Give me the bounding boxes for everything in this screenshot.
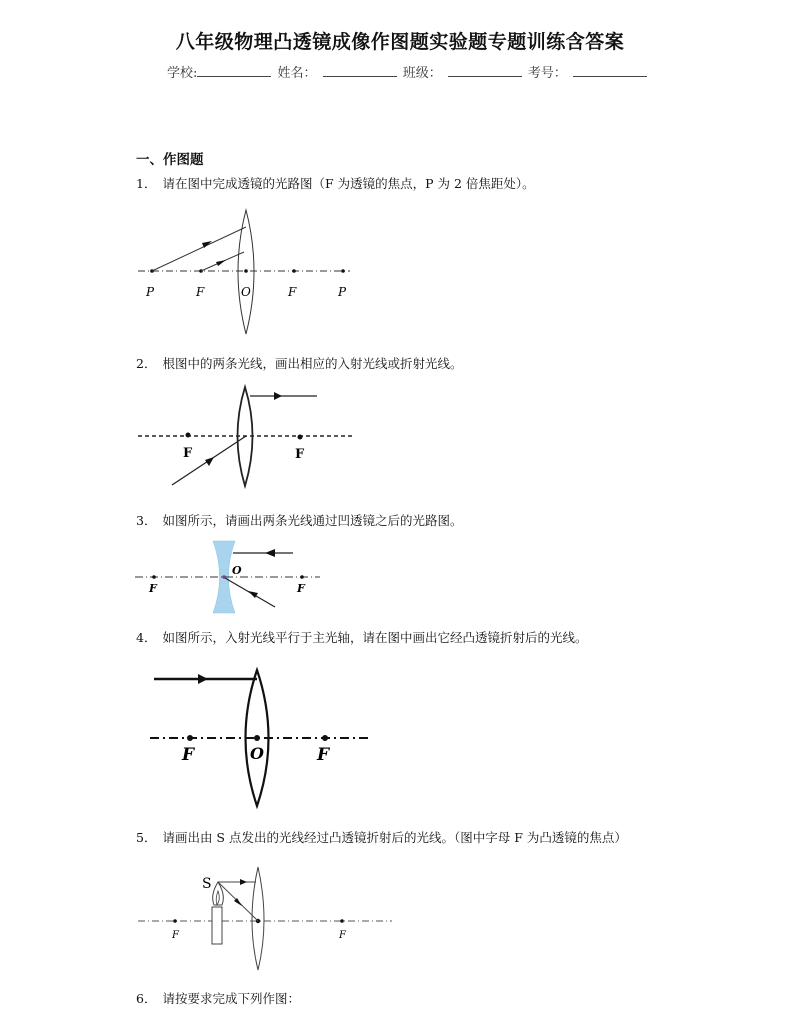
question-text: 根图中的两条光线，画出相应的入射光线或折射光线。	[162, 356, 463, 371]
label-f-left: F	[183, 446, 193, 461]
label-f-right: F	[317, 745, 330, 765]
class-label: 班级：	[402, 66, 442, 81]
question-text: 请按要求完成下列作图：	[162, 991, 300, 1006]
section-heading: 一、作图题	[136, 152, 204, 168]
question-text: 请在图中完成透镜的光路图（F 为透镜的焦点，P 为 2 倍焦距处）。	[162, 176, 535, 191]
label-f-right: F	[339, 930, 346, 941]
question-text: 如图所示，入射光线平行于主光轴，请在图中画出它经凸透镜折射后的光线。	[162, 630, 588, 645]
label-f-left: F	[182, 745, 195, 765]
class-blank[interactable]	[448, 64, 522, 77]
label-p-right: P	[338, 285, 347, 299]
question-text: 如图所示，请画出两条光线通过凹透镜之后的光路图。	[162, 513, 463, 528]
figure-3-concave-lens	[130, 535, 330, 615]
name-blank[interactable]	[323, 64, 397, 77]
label-f-right: F	[297, 582, 305, 595]
label-o: O	[250, 744, 264, 763]
exam-number-label: 考号：	[527, 66, 567, 81]
label-f-right: F	[295, 447, 305, 462]
question-4	[136, 628, 587, 646]
label-o: O	[241, 285, 251, 299]
label-o: O	[232, 564, 242, 577]
question-number: 5．	[136, 830, 157, 845]
school-blank[interactable]	[197, 64, 271, 77]
student-info-row	[167, 62, 649, 81]
label-f-right: F	[288, 285, 297, 299]
label-p-left: P	[146, 285, 155, 299]
question-number: 6．	[136, 991, 157, 1006]
question-number: 4．	[136, 630, 157, 645]
label-f-left: F	[172, 930, 179, 941]
question-2	[136, 354, 462, 372]
question-number: 1．	[136, 176, 157, 191]
label-f-left: F	[149, 582, 157, 595]
school-label: 学校:	[167, 66, 198, 81]
figure-1-convex-lens	[130, 200, 370, 345]
question-number: 3．	[136, 513, 157, 528]
question-number: 2．	[136, 356, 157, 371]
question-1	[136, 174, 535, 192]
question-text: 请画出由 S 点发出的光线经过凸透镜折射后的光线。（图中字母 F 为凸透镜的焦点）	[162, 830, 627, 845]
figure-5-convex-lens-candle	[130, 855, 400, 975]
question-6	[136, 989, 300, 1007]
question-5	[136, 828, 627, 846]
exam-number-blank[interactable]	[573, 64, 647, 77]
figure-4-convex-lens	[140, 660, 380, 810]
document-title: 八年级物理凸透镜成像作图题实验题专题训练含答案	[175, 31, 625, 53]
question-3	[136, 511, 462, 529]
label-f-left: F	[196, 285, 205, 299]
figure-2-convex-lens	[130, 380, 370, 500]
name-label: 姓名：	[277, 66, 317, 81]
label-s: S	[202, 876, 212, 892]
